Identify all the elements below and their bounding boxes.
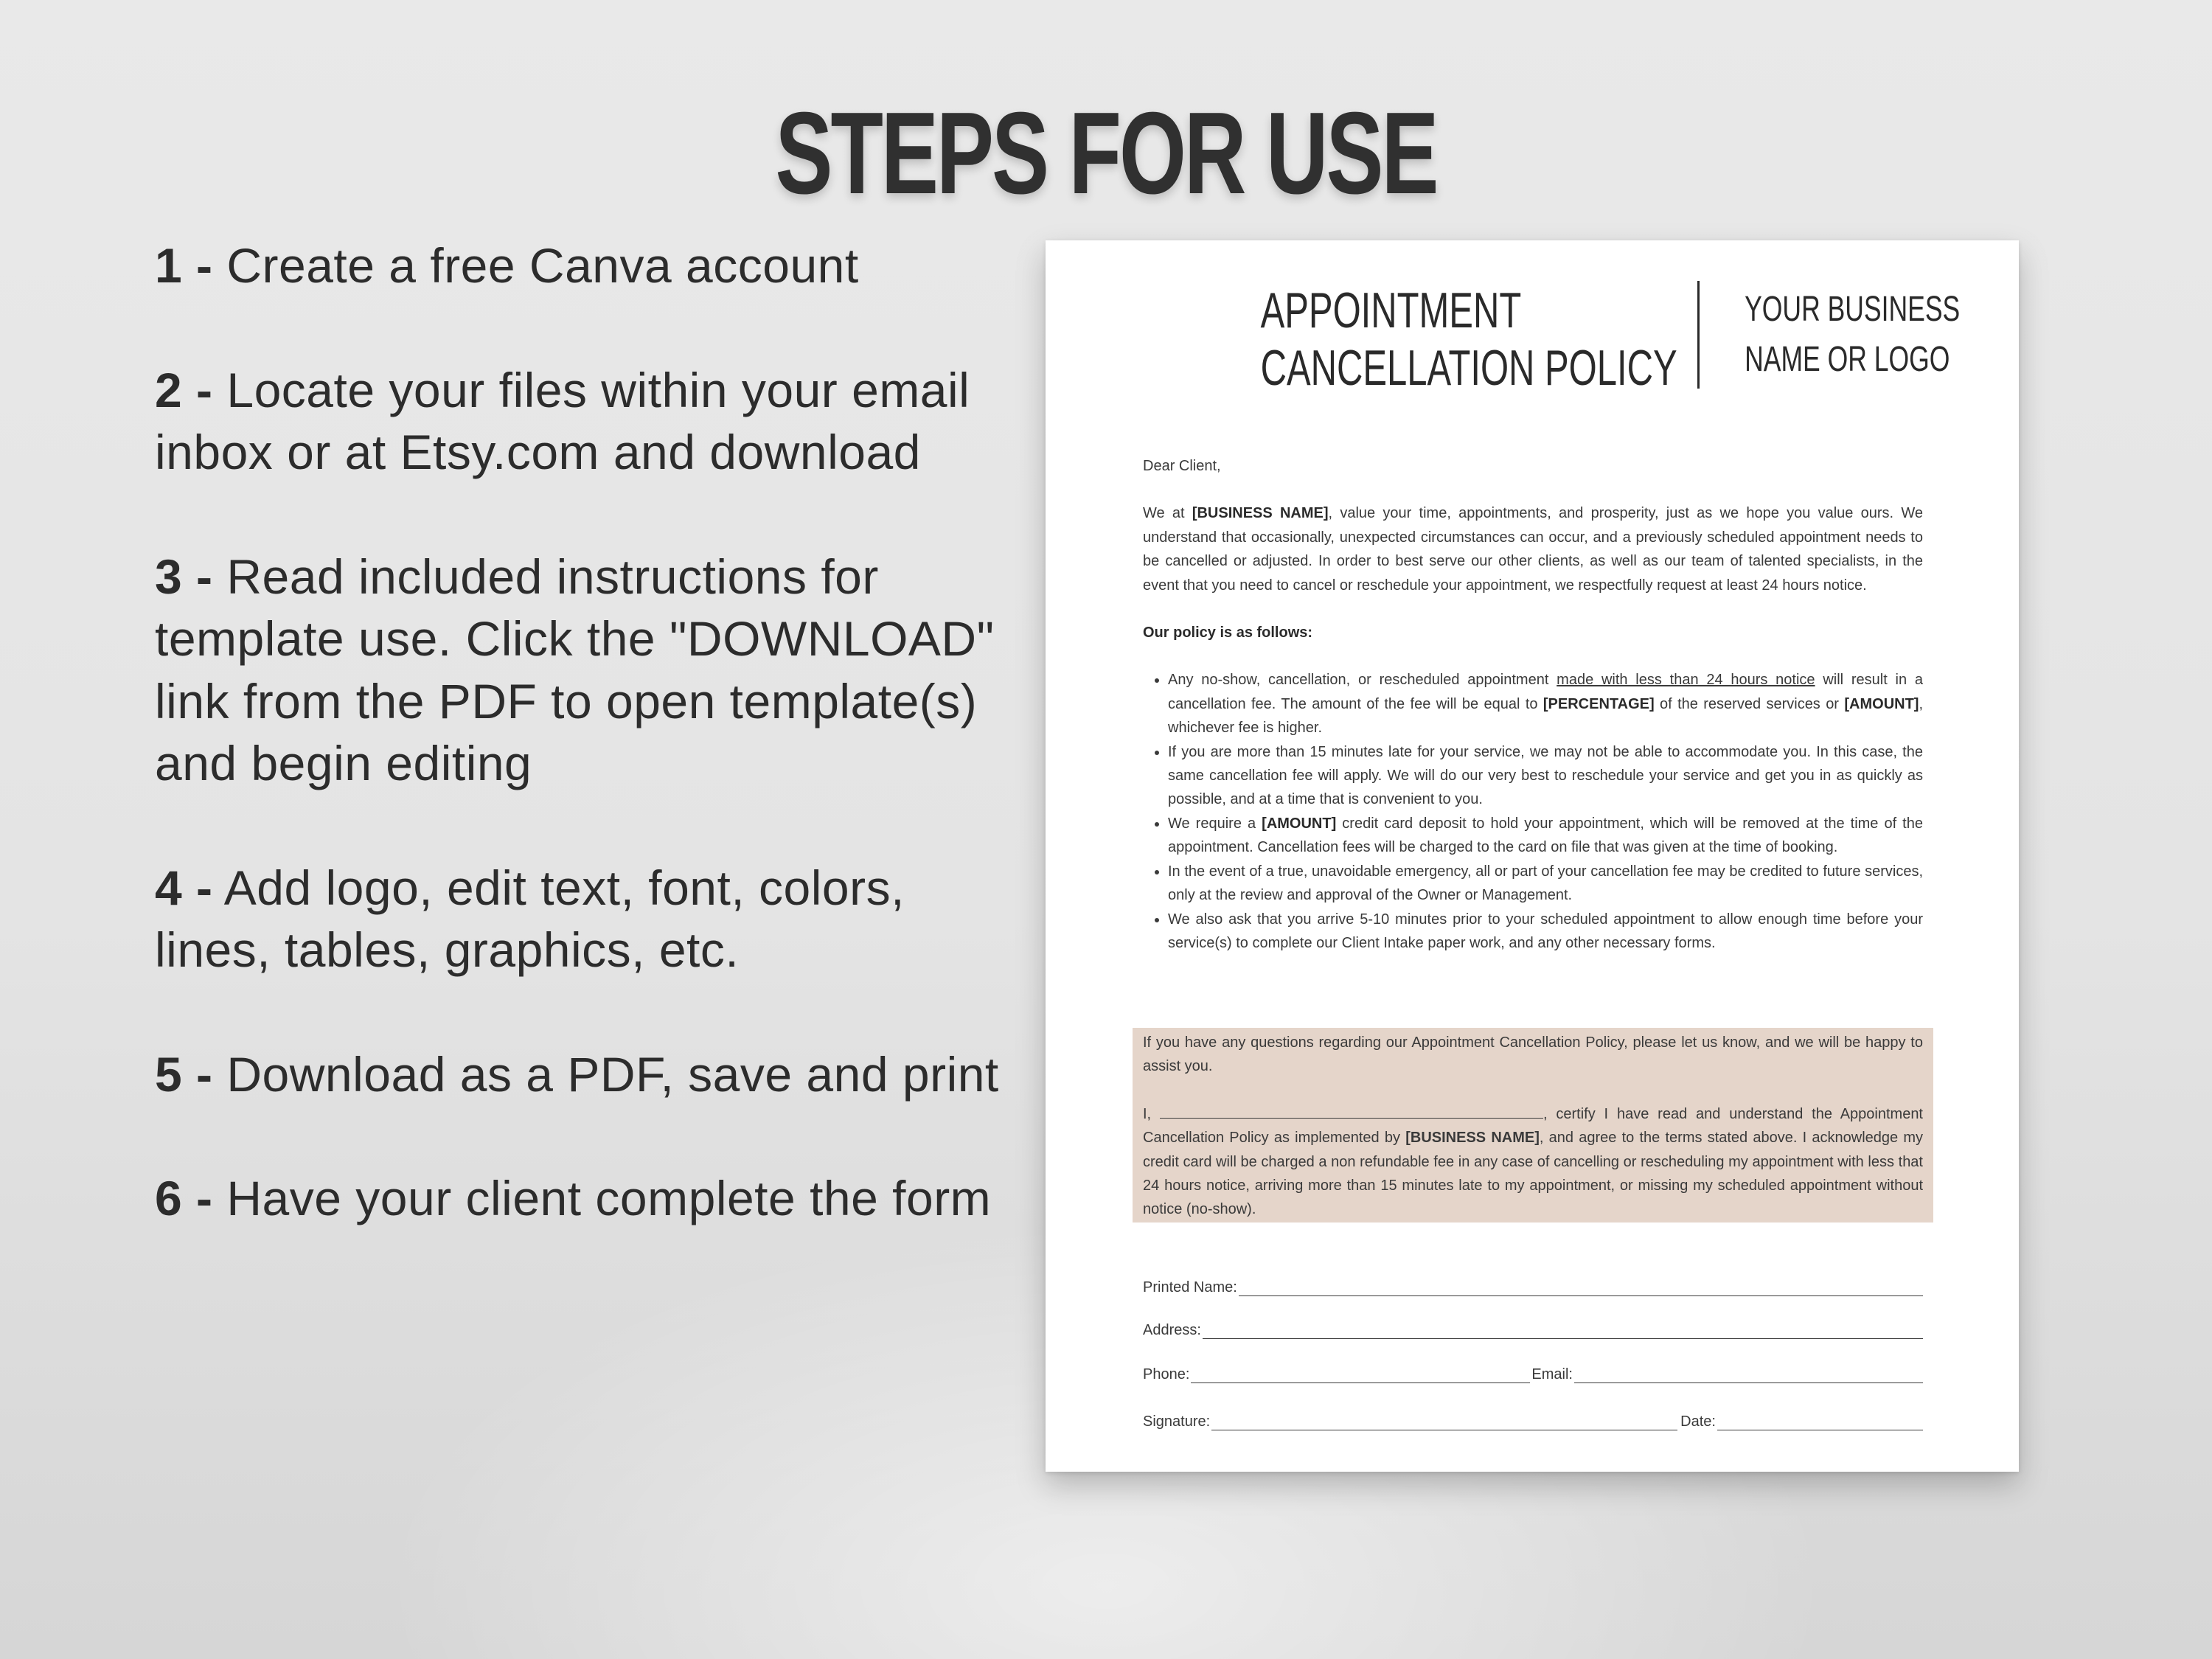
step-3 [155, 546, 1003, 795]
address-label: Address: [1143, 1322, 1201, 1338]
step-1 [155, 234, 1003, 297]
step-text: Download as a PDF, save and print [226, 1046, 999, 1102]
document-title-line: APPOINTMENT [1260, 282, 1522, 338]
policy-item [1168, 812, 1923, 860]
step-4 [155, 857, 1003, 981]
step-number: 5 - [155, 1046, 213, 1102]
email-line[interactable] [1574, 1368, 1923, 1383]
step-text: Read included instructions for template use. Click the "DOWNLOAD" link from the PDF to open template(s) and begin editing [155, 549, 995, 790]
percentage-placeholder: [PERCENTAGE] [1543, 695, 1655, 712]
header-divider [1697, 281, 1700, 389]
policy-text: We require a [1168, 815, 1256, 832]
step-5 [155, 1043, 1003, 1106]
policy-text: , whichever fee is higher. [1168, 695, 1924, 737]
amount-placeholder: [AMOUNT] [1844, 695, 1919, 712]
certify-part: , certify I have read and understand the Appointment Cancellation Policy as implemented by [1143, 1105, 1923, 1147]
step-text: Have your client complete the form [226, 1171, 992, 1225]
business-line: YOUR BUSINESS [1745, 290, 1961, 329]
date-line[interactable] [1717, 1415, 1923, 1430]
step-text: Create a free Canva account [226, 238, 859, 293]
policy-item: • We also ask that you arrive 5-10 minutes prior to your scheduled appointment to allow enough time before your service(s) to complete our Client Intake paper work, and any other necessary forms. [1168, 908, 1923, 956]
step-text: Add logo, edit text, font, colors, lines, tables, graphics, etc. [155, 860, 905, 977]
business-logo-placeholder [1745, 285, 1961, 385]
step-number: 2 - [155, 362, 213, 417]
intro-text: , value your time, appointments, and prosperity, just as we hope you value ours. We understand that occasionally, unexpected circumstances can occur, and a previously scheduled appointment needs to be cancelled or adjusted. In order to best serve our other clients, as well as our team of talented specialists, in the event that you need to cancel or reschedule your appointment, we respectfully request at least 24 hours notice. [1143, 505, 1923, 594]
policy-text: credit card deposit to hold your appointment, which will be removed at the time of the appointment. Cancellation fees will be charged to the card on file that was given at the time of booking. [1168, 815, 1923, 856]
business-placeholder: [BUSINESS NAME] [1192, 505, 1329, 522]
policy-item [1168, 668, 1923, 740]
business-line: NAME OR LOGO [1745, 340, 1950, 379]
policy-text: Any no-show, cancellation, or rescheduled appointment [1168, 672, 1549, 689]
step-number: 6 - [155, 1171, 213, 1225]
step-number: 3 - [155, 549, 213, 604]
phone-label: Phone: [1143, 1366, 1190, 1382]
greeting: Dear Client, [1143, 458, 1221, 474]
page-title: STEPS FOR USE [775, 88, 1437, 218]
policy-emphasis: made with less than 24 hours notice [1557, 672, 1815, 689]
printed-name-line[interactable] [1239, 1281, 1923, 1296]
policy-item: • If you are more than 15 minutes late for your service, we may not be able to accommodate you. In this case, the same cancellation fee will apply. We will do our very best to reschedule your service and get you in as quickly as possible, and at a time that is convenient to you. [1168, 740, 1923, 812]
step-2 [155, 359, 1003, 484]
address-line[interactable] [1203, 1324, 1923, 1339]
signature-date-row [1143, 1408, 1923, 1430]
intro-text: We at [1143, 505, 1185, 522]
policy-text: of the reserved services or [1660, 695, 1839, 712]
questions-text: If you have any questions regarding our Appointment Cancellation Policy, please let us know, and we will be happy to assist you. [1143, 1034, 1923, 1075]
policy-heading [1143, 621, 1923, 644]
certify-part: , and agree to the terms stated above. I acknowledge my credit card will be charged a non refundable fee in any case of cancelling or rescheduling my appointment with less that 24 hours notice, arriving more than 15 minutes late to my appointment, or missing my scheduled appointment without notice (no-show). [1143, 1130, 1924, 1218]
policy-text: will result in a cancellation fee. The amount of the fee will be equal to [1168, 672, 1924, 712]
email-label: Email: [1531, 1366, 1573, 1382]
step-number: 4 - [155, 860, 213, 915]
signature-line[interactable] [1211, 1415, 1677, 1430]
policy-document [1046, 240, 2019, 1472]
step-text: Locate your files within your email inbox or at Etsy.com and download [155, 362, 970, 479]
step-number: 1 - [155, 238, 213, 293]
steps-list [155, 234, 1003, 1292]
address-field[interactable] [1143, 1317, 1923, 1339]
certify-text [1143, 1102, 1923, 1222]
policy-item: • In the event of a true, unavoidable emergency, all or part of your cancellation fee may be credited to future services, only at the review and approval of the Owner or Management. [1168, 860, 1923, 908]
signature-label: Signature: [1143, 1413, 1211, 1430]
date-label: Date: [1680, 1413, 1716, 1430]
acknowledgement-box [1133, 1028, 1933, 1222]
phone-line[interactable] [1191, 1368, 1530, 1383]
certify-prefix: I, [1143, 1105, 1152, 1122]
phone-email-row [1143, 1361, 1923, 1383]
policy-heading-text: Our policy is as follows: [1143, 625, 1313, 641]
business-placeholder: [BUSINESS NAME] [1405, 1130, 1540, 1147]
step-6 [155, 1167, 1003, 1230]
amount-placeholder: [AMOUNT] [1262, 815, 1337, 832]
document-title-line: CANCELLATION POLICY [1260, 340, 1677, 396]
printed-name-field[interactable] [1143, 1274, 1923, 1296]
policy-list [1143, 668, 1923, 955]
printed-name-label: Printed Name: [1143, 1279, 1237, 1295]
client-name-blank[interactable] [1160, 1103, 1543, 1119]
document-body [1143, 454, 1923, 955]
intro-paragraph [1143, 501, 1923, 597]
document-title [1260, 282, 1677, 397]
